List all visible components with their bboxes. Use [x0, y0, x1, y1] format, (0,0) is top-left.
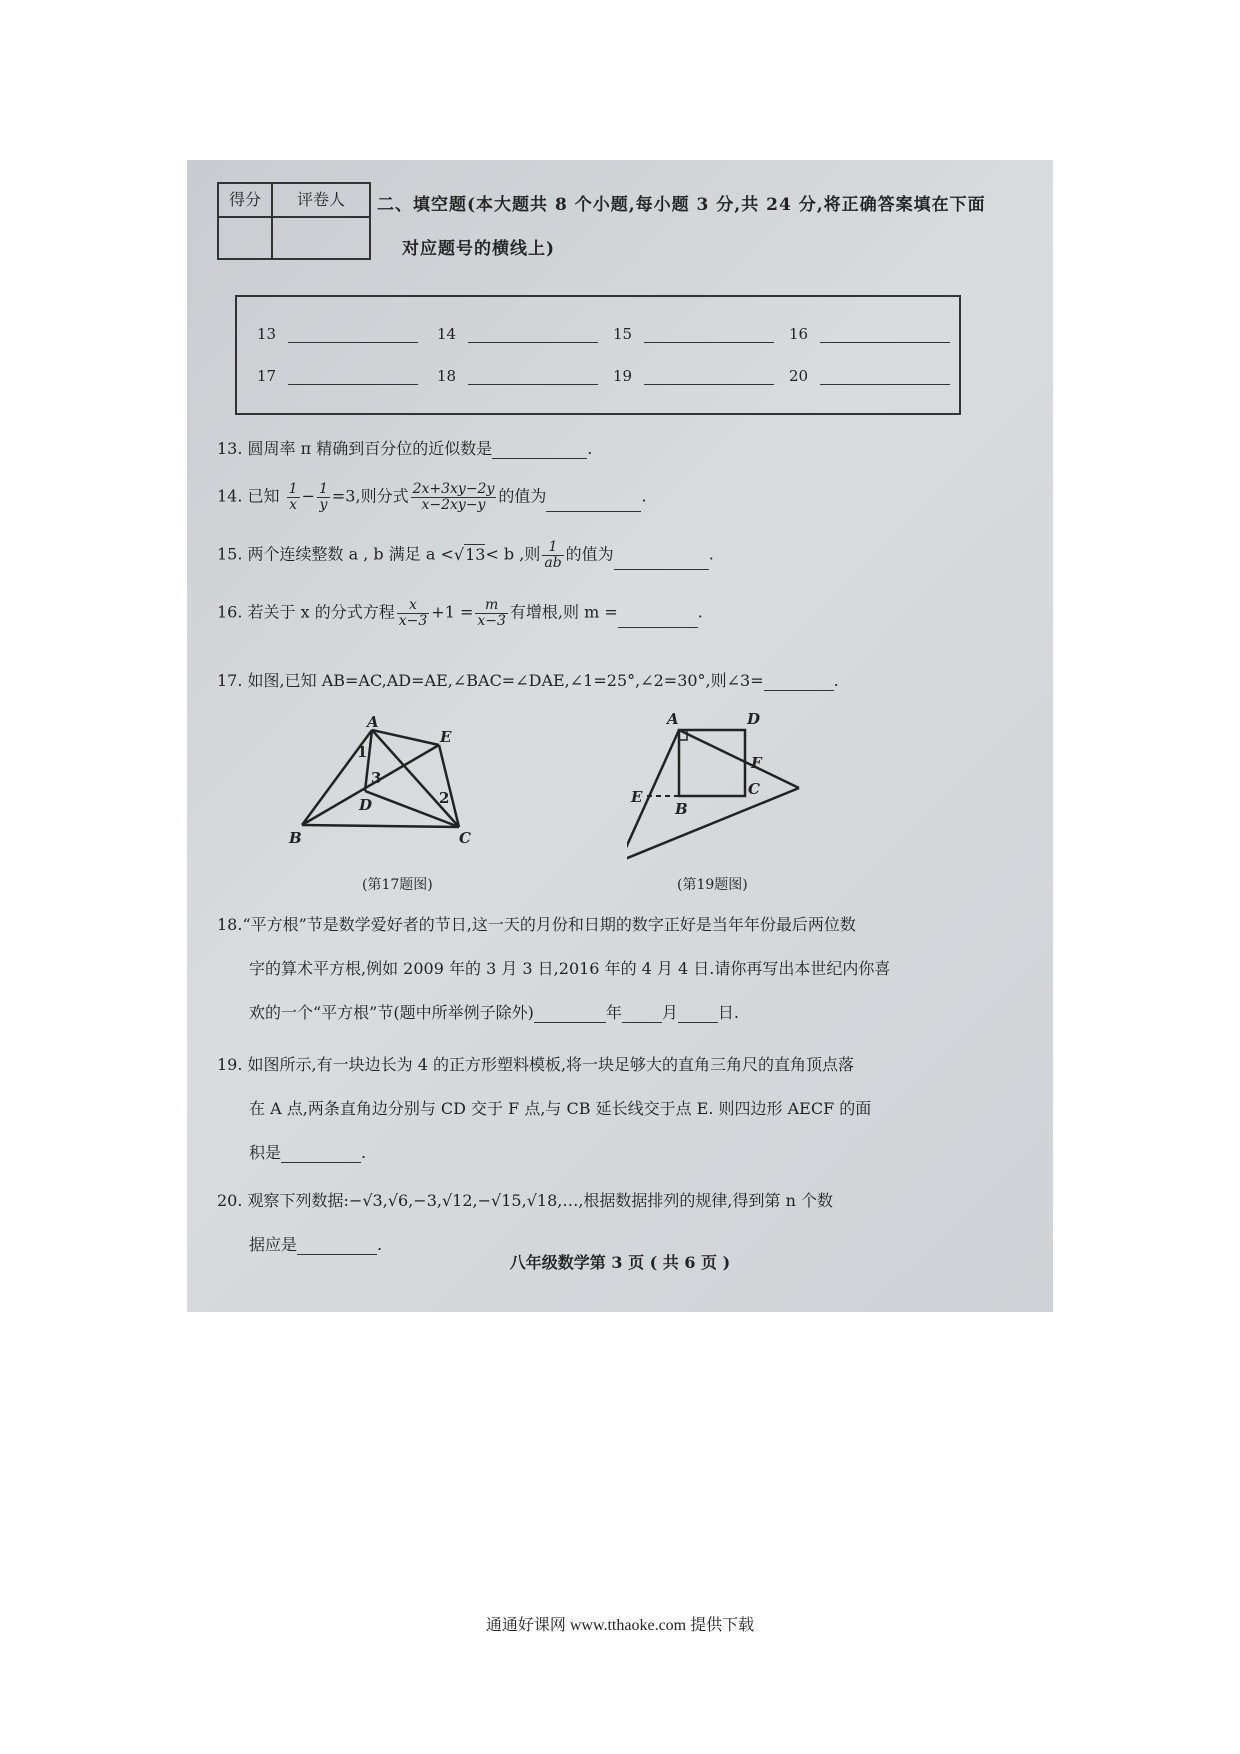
fraction-m-over-x-3: [475, 598, 508, 628]
frac-den: x: [289, 496, 298, 513]
question-20-post: ,…,根据数据排列的规律,得到第 n 个数: [557, 1191, 833, 1210]
answer-cell: [437, 367, 598, 385]
answer-cell: [613, 325, 774, 343]
label-A: A: [367, 715, 379, 731]
answer-cell: [789, 367, 950, 385]
fraction-1-over-x: [287, 482, 300, 512]
question-19-line3: 积是 .: [249, 1143, 367, 1162]
question-19-text: 积是: [249, 1143, 282, 1162]
month-blank[interactable]: [622, 1008, 662, 1023]
question-15-post: 的值为: [565, 544, 614, 564]
question-14-post: 的值为: [498, 486, 547, 506]
frac-num: 1: [542, 540, 563, 556]
sequence-term: √18: [526, 1191, 558, 1210]
question-18-line2: 字的算术平方根,例如 2009 年的 3 月 3 日,2016 年的 4 月 4 日.请你再写出本世纪内你喜: [249, 959, 891, 978]
month-label: 月: [661, 1003, 678, 1022]
figure-19-caption: (第19题图): [677, 877, 748, 893]
answer-blank[interactable]: [820, 328, 950, 343]
question-13-blank[interactable]: [492, 444, 587, 459]
frac-num: 1: [288, 481, 298, 497]
figure-17-caption: (第17题图): [362, 877, 433, 893]
sequence-term: −√3: [348, 1191, 383, 1210]
question-14-blank[interactable]: [546, 497, 641, 512]
site-credit: 通通好课网 www.tthaoke.com 提供下载: [485, 1617, 755, 1634]
question-16-mid: +1 =: [431, 602, 474, 622]
frac-num: m: [475, 598, 508, 614]
answer-cell: [789, 325, 950, 343]
question-17-text: 17. 如图,已知 AB=AC,AD=AE,∠BAC=∠DAE,∠1=25°,∠2=30°,则∠3=: [217, 671, 764, 690]
sequence-term: −√15: [477, 1191, 522, 1210]
question-16-blank[interactable]: [618, 613, 698, 628]
question-18-line3: [249, 1000, 739, 1023]
frac-den: x−3: [477, 612, 506, 629]
question-15-mid: < b ,则: [485, 544, 541, 564]
label-angle-1: 1: [357, 743, 368, 761]
question-20-line1: 20. 观察下列数据:−√3,√6,−3,√12,−√15,√18,…,根据数据排列的规律,得到第 n 个数: [217, 1191, 833, 1210]
frac-den: ab: [544, 554, 562, 571]
question-20-text: 据应是: [249, 1235, 298, 1254]
frac-num: 1: [318, 481, 328, 497]
label-E: E: [631, 788, 643, 806]
question-20-line2: 据应是 .: [249, 1235, 383, 1254]
answer-number: 13: [257, 325, 277, 343]
question-14-pre: 14. 已知: [217, 486, 280, 506]
fraction-1-over-ab: [542, 540, 563, 570]
question-20-pre: 20. 观察下列数据:: [217, 1191, 349, 1210]
sequence-term: −3: [413, 1191, 437, 1210]
label-E: E: [440, 728, 452, 746]
answer-number: 17: [257, 367, 277, 385]
answer-blank[interactable]: [644, 328, 774, 343]
question-15: 15. 两个连续整数 a , b 满足 a <√ 13< b ,则 $\frac{1}{ab}$ 的值为 .: [217, 540, 714, 570]
answer-blank[interactable]: [820, 370, 950, 385]
answer-number: 14: [437, 325, 457, 343]
answer-cell: [437, 325, 598, 343]
question-17-blank[interactable]: [764, 676, 834, 691]
label-B: B: [675, 800, 688, 818]
exam-page-photo: [187, 160, 1053, 1312]
label-angle-2: 2: [439, 789, 450, 807]
sequence-term: √6: [387, 1191, 409, 1210]
label-C: C: [748, 780, 760, 798]
figure-17: [287, 715, 517, 860]
answer-cell: [257, 367, 418, 385]
label-A: A: [667, 710, 679, 728]
answer-number: 16: [789, 325, 809, 343]
score-header: 得分: [228, 190, 261, 209]
label-C: C: [459, 829, 471, 847]
answer-blank[interactable]: [468, 370, 598, 385]
score-box: [217, 182, 371, 260]
question-13: 13. 圆周率 π 精确到百分位的近似数是 .: [217, 439, 593, 458]
frac-den: x−3: [398, 612, 428, 629]
frac-num: x: [397, 598, 430, 614]
square-ABCD: [679, 730, 745, 796]
sqrt-icon: [454, 545, 464, 564]
question-18-text: 欢的一个“平方根”节(题中所举例子除外): [249, 1003, 534, 1022]
segment-BC: [302, 825, 459, 827]
sequence-term: √12: [441, 1191, 473, 1210]
triangle-hypotenuse: [627, 788, 799, 861]
answer-number: 18: [437, 367, 457, 385]
label-D: D: [747, 710, 761, 728]
segment-AF-extended: [679, 730, 799, 788]
answer-number: 19: [613, 367, 633, 385]
answer-number: 15: [613, 325, 633, 343]
label-F: F: [751, 754, 762, 772]
answer-number: 20: [789, 367, 809, 385]
day-label: 日.: [717, 1003, 739, 1022]
answer-grid: [235, 295, 961, 415]
page-footer: 八年级数学第 3 页 ( 共 6 页 ): [509, 1253, 731, 1272]
label-B: B: [289, 829, 302, 847]
score-box-divider: [271, 184, 273, 258]
question-18-line1: 18.“平方根”节是数学爱好者的节日,这一天的月份和日期的数字正好是当年年份最后两位数: [217, 915, 856, 934]
score-box-rule: [219, 216, 369, 218]
year-blank[interactable]: [534, 1008, 606, 1023]
question-19-blank[interactable]: [281, 1148, 361, 1163]
question-17: 17. 如图,已知 AB=AC,AD=AE,∠BAC=∠DAE,∠1=25°,∠2=30°,则∠3= .: [217, 671, 839, 690]
radicand-13: 13: [465, 544, 486, 564]
question-16-pre: 16. 若关于 x 的分式方程: [217, 602, 395, 622]
figure-19: [627, 708, 827, 888]
frac-den: y: [319, 496, 328, 513]
frac-num: 2x+3xy−2y: [412, 481, 495, 497]
question-19-line2: 在 A 点,两条直角边分别与 CD 交于 F 点,与 CB 延长线交于点 E. 则四边形 AECF 的面: [249, 1099, 872, 1118]
answer-blank[interactable]: [468, 328, 598, 343]
grader-header: 评卷人: [296, 190, 345, 209]
answer-cell: [613, 367, 774, 385]
label-D: D: [359, 796, 373, 814]
label-angle-3: 3: [371, 769, 382, 787]
answer-blank[interactable]: [288, 370, 418, 385]
fraction-1-over-y: [317, 482, 330, 512]
question-16: 16. 若关于 x 的分式方程 $\frac{x}{x-3}$ +1 = $\frac{m}{x-3}$ 有增根,则 m = .: [217, 597, 703, 629]
frac-den: x−2xy−y: [421, 496, 486, 513]
question-14-eq: =3,则分式: [331, 486, 409, 506]
question-19-line1: 19. 如图所示,有一块边长为 4 的正方形塑料模板,将一块足够大的直角三角尺的直角顶点落: [217, 1055, 855, 1074]
fraction-expression: [411, 482, 497, 512]
question-15-blank[interactable]: [614, 555, 709, 570]
question-13-text: 13. 圆周率 π 精确到百分位的近似数是: [217, 439, 493, 458]
question-16-post: 有增根,则 m =: [509, 602, 618, 622]
day-blank[interactable]: [678, 1008, 718, 1023]
answer-blank[interactable]: [644, 370, 774, 385]
section-title: 二、填空题(本大题共 8 个小题,每小题 3 分,共 24 分,将正确答案填在下面: [377, 195, 986, 215]
answer-blank[interactable]: [288, 328, 418, 343]
fraction-x-over-x-3: [397, 598, 430, 628]
year-label: 年: [605, 1003, 622, 1022]
question-14: 14. 已知 $\frac{1}{x}$ − $\frac{1}{y}$ =3,则分式 $\frac{2x+3xy-2y}{x-2xy-y}$ 的值为 .: [217, 481, 647, 513]
section-title-cont: 对应题号的横线上): [402, 239, 556, 259]
question-15-pre: 15. 两个连续整数 a , b 满足 a <: [217, 544, 454, 564]
answer-cell: [257, 325, 418, 343]
